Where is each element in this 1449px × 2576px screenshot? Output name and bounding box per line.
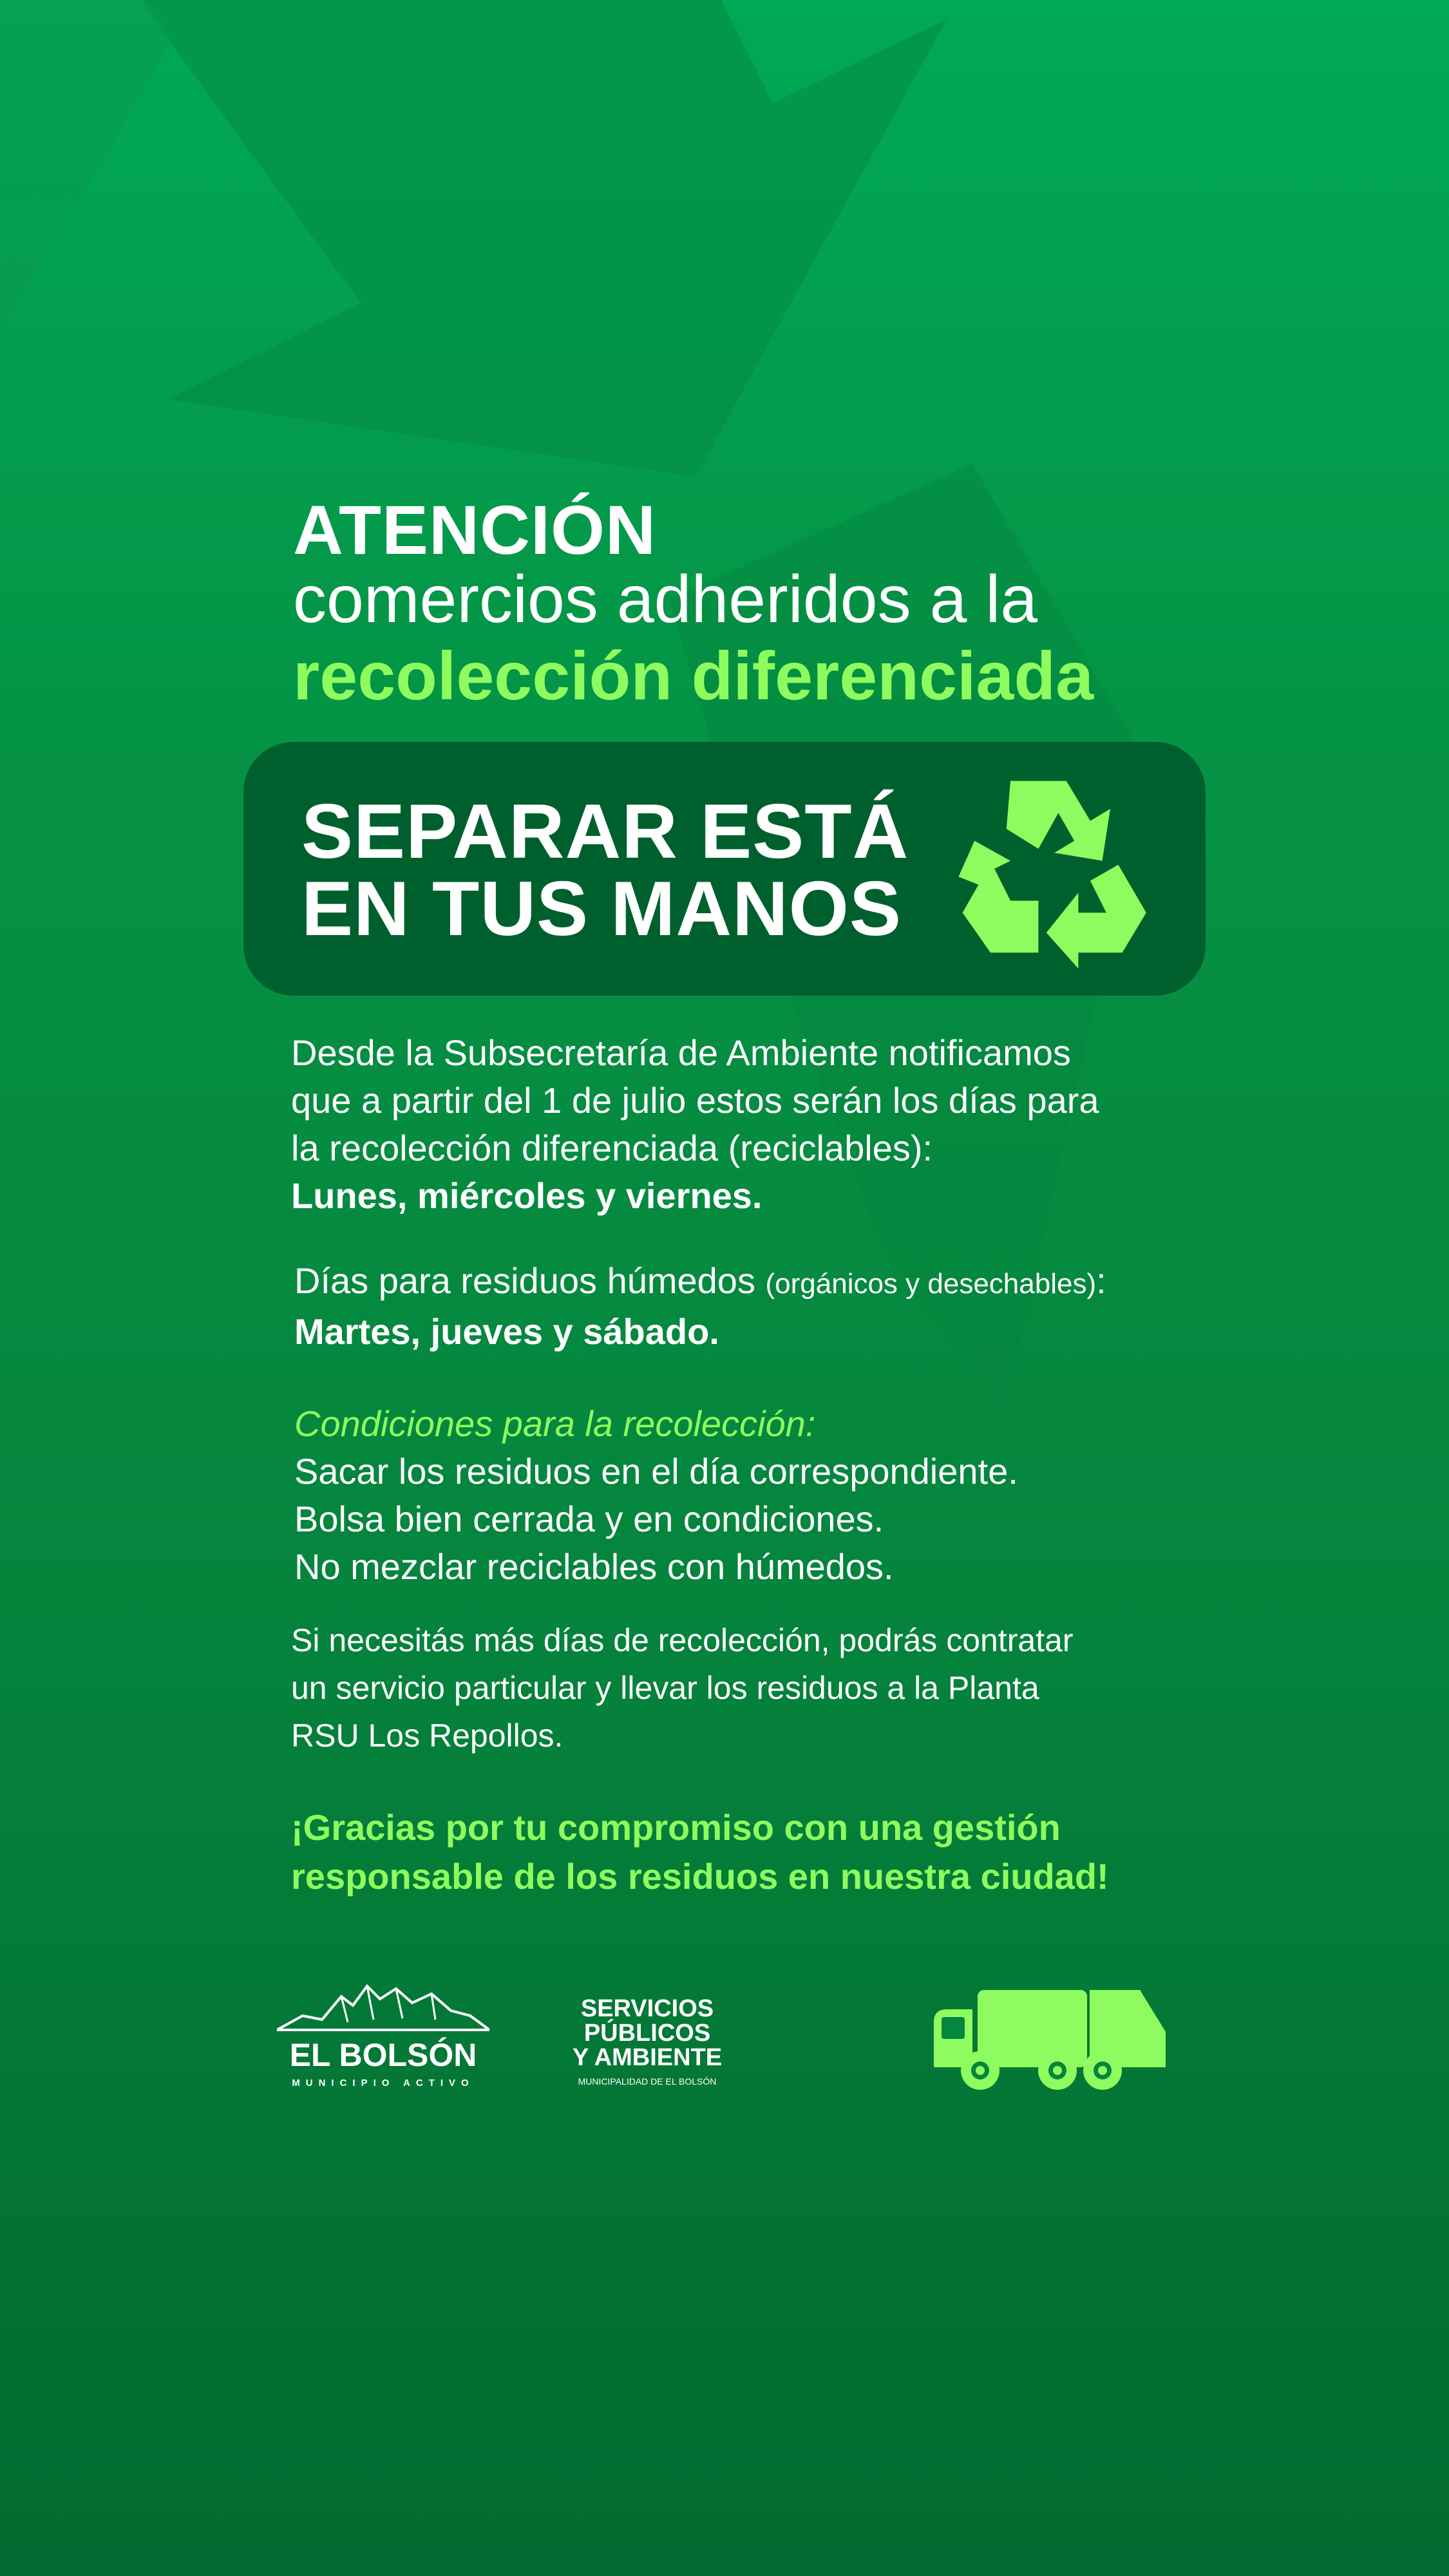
servicios-publicos-logo xyxy=(554,1996,741,2087)
logo2-line-3: Y AMBIENTE xyxy=(572,2044,723,2071)
el-bolson-subtitle: MUNICIPIO ACTIVO xyxy=(292,2078,475,2088)
intro-line-2: que a partir del 1 de julio estos serán los días para xyxy=(291,1080,1099,1121)
extra-service-note xyxy=(291,1616,1074,1759)
el-bolson-logo xyxy=(277,1977,489,2099)
conditions-block xyxy=(294,1400,1018,1591)
intro-line-3: la recolección diferenciada (reciclables): xyxy=(291,1128,933,1168)
banner-line-2: EN TUS MANOS xyxy=(301,866,902,952)
mountains-icon xyxy=(277,1977,489,2035)
condition-item: Bolsa bien cerrada y en condiciones. xyxy=(294,1499,884,1539)
title-line-recoleccion: recolección diferenciada xyxy=(293,638,1094,714)
title-atencion: ATENCIÓN xyxy=(293,491,656,569)
condition-item: Sacar los residuos en el día correspondiente. xyxy=(294,1451,1018,1492)
humedos-days: Martes, jueves y sábado. xyxy=(294,1311,719,1352)
note-line-2: un servicio particular y llevar los residuos a la Planta xyxy=(291,1670,1039,1706)
humedos-text xyxy=(294,1257,1106,1356)
separar-banner xyxy=(243,742,1206,996)
note-line-1: Si necesitás más días de recolección, podrás contratar xyxy=(291,1622,1074,1658)
logo2-line-1: SERVICIOS xyxy=(580,1995,714,2022)
recycle-icon xyxy=(951,769,1150,969)
thanks-line-1: ¡Gracias por tu compromiso con una gestión xyxy=(291,1807,1061,1848)
note-line-3: RSU Los Repollos. xyxy=(291,1718,564,1754)
humedos-label: Días para residuos húmedos (orgánicos y desechables): xyxy=(294,1260,1106,1301)
logo2-subtitle: MUNICIPALIDAD DE EL BOLSÓN xyxy=(578,2076,717,2087)
recyclable-days: Lunes, miércoles y viernes. xyxy=(291,1175,762,1216)
conditions-title: Condiciones para la recolección: xyxy=(294,1403,816,1444)
logo2-line-2: PÚBLICOS xyxy=(583,2020,711,2047)
intro-text xyxy=(291,1029,1099,1220)
garbage-truck-icon xyxy=(927,1984,1172,2093)
intro-line-1: Desde la Subsecretaría de Ambiente notificamos xyxy=(291,1032,1071,1073)
banner-line-1: SEPARAR ESTÁ xyxy=(301,788,909,875)
el-bolson-title: EL BOLSÓN xyxy=(289,2037,477,2073)
thanks-message xyxy=(291,1803,1109,1901)
condition-item: No mezclar reciclables con húmedos. xyxy=(294,1546,894,1587)
thanks-line-2: responsable de los residuos en nuestra ciudad! xyxy=(291,1856,1109,1897)
title-line-comercios: comercios adheridos a la xyxy=(293,562,1038,637)
